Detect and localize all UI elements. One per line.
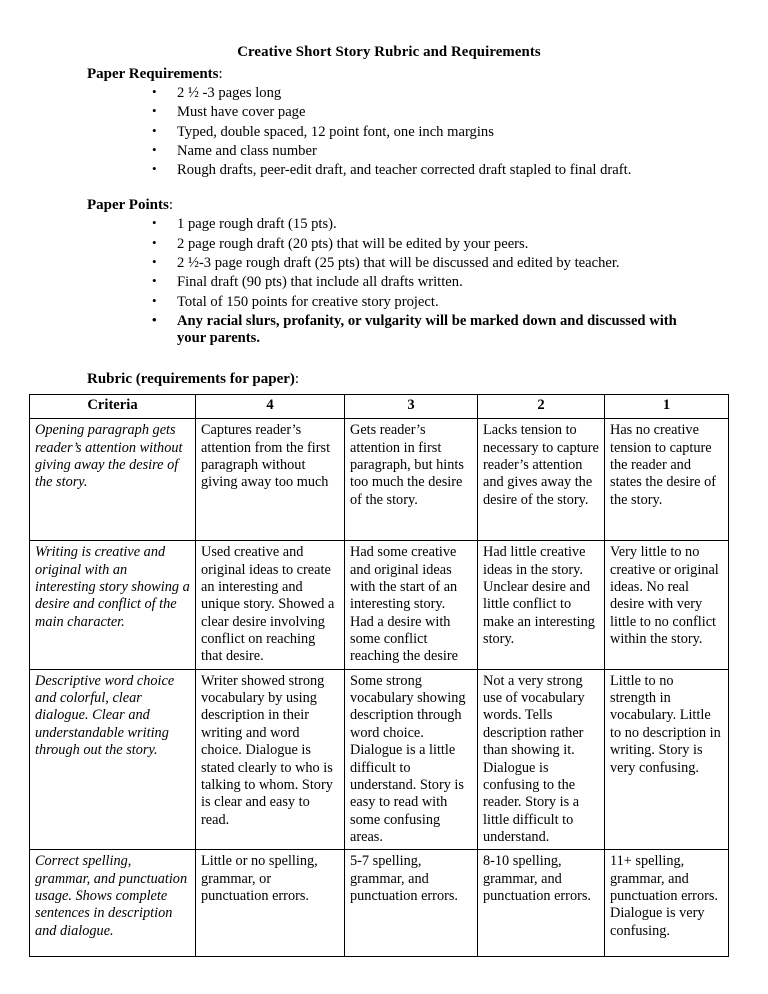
list-item: • Name and class number: [163, 143, 728, 161]
list-item: • 2 ½ -3 pages long: [163, 85, 728, 103]
section-spacer: [40, 181, 728, 197]
cell-level-1: Little to no strength in vocabulary. Little to no description in writing. Story is very confusing.: [605, 669, 729, 850]
list-item: • 2 page rough draft (20 pts) that will be edited by your peers.: [163, 236, 728, 254]
cell-level-4: Little or no spelling, grammar, or punctuation errors.: [196, 850, 345, 957]
section-heading-colon: :: [218, 66, 223, 82]
cell-criteria: Correct spelling, grammar, and punctuation usage. Shows complete sentences in description and dialogue.: [30, 850, 196, 957]
cell-level-2: Lacks tension to necessary to capture reader’s attention and gives away the desire of the story.: [478, 419, 605, 541]
column-header-2: 2: [478, 395, 605, 419]
list-item: • Typed, double spaced, 12 point font, one inch margins: [163, 124, 728, 142]
section-heading-colon: :: [168, 197, 173, 214]
section-heading-text: Paper Requirements: [87, 66, 219, 82]
cell-level-1: Very little to no creative or original ideas. No real desire with very little to no conflict within the story.: [605, 541, 729, 670]
cell-level-3: Some strong vocabulary showing description through word choice. Dialogue is a little difficult to understand. Story is easy to read with some confusing areas.: [345, 669, 478, 850]
list-item: • Final draft (90 pts) that include all drafts written.: [163, 274, 728, 292]
cell-level-1: Has no creative tension to capture the reader and states the desire of the story.: [605, 419, 729, 541]
column-header-3: 3: [345, 395, 478, 419]
rubric-label-colon: :: [294, 371, 300, 388]
cell-level-4: Used creative and original ideas to create an interesting and unique story. Showed a clear desire involving conflict on reaching that desire.: [196, 541, 345, 670]
list-item: • Total of 150 points for creative story project.: [163, 294, 728, 312]
cell-level-3: 5-7 spelling, grammar, and punctuation errors.: [345, 850, 478, 957]
list-item: • 2 ½-3 page rough draft (25 pts) that will be discussed and edited by teacher.: [163, 255, 728, 273]
cell-level-2: Had little creative ideas in the story. Unclear desire and little conflict to make an interesting story.: [478, 541, 605, 670]
section-heading-text: Paper Points: [87, 197, 169, 214]
cell-criteria: Opening paragraph gets reader’s attention without giving away the desire of the story.: [30, 419, 196, 541]
paper-points-list: [40, 216, 728, 347]
cell-criteria: Descriptive word choice and colorful, clear dialogue. Clear and understandable writing through out the story.: [30, 669, 196, 850]
section-spacer: [40, 349, 728, 371]
cell-level-4: Writer showed strong vocabulary by using description in their writing and word choice. Dialogue is stated clearly to who is talking to whom. Story is clear and easy to read.: [196, 669, 345, 850]
table-row: [30, 419, 729, 541]
cell-level-2: Not a very strong use of vocabulary words. Tells description rather than showing it. Dialogue is confusing to the reader. Story is a little difficult to understand.: [478, 669, 605, 850]
cell-level-4: Captures reader’s attention from the first paragraph without giving away too much: [196, 419, 345, 541]
list-item: • 1 page rough draft (15 pts).: [163, 216, 728, 234]
table-row: [30, 669, 729, 850]
list-item: • Must have cover page: [163, 104, 728, 122]
column-header-4: 4: [196, 395, 345, 419]
cell-level-3: Gets reader’s attention in first paragraph, but hints too much the desire of the story.: [345, 419, 478, 541]
list-item: • Rough drafts, peer-edit draft, and teacher corrected draft stapled to final draft.: [163, 162, 728, 180]
column-header-criteria: Criteria: [30, 395, 196, 419]
cell-level-1: 11+ spelling, grammar, and punctuation errors. Dialogue is very confusing.: [605, 850, 729, 957]
cell-level-2: 8-10 spelling, grammar, and punctuation errors.: [478, 850, 605, 957]
cell-criteria: Writing is creative and original with an interesting story showing a desire and conflict of the main character.: [30, 541, 196, 670]
rubric-label-text: Rubric (requirements for paper): [87, 371, 295, 388]
rubric-table: [29, 394, 729, 957]
section-heading-paper-points: [40, 197, 728, 214]
rubric-label: [40, 371, 728, 388]
section-heading-paper-requirements: [40, 66, 728, 83]
cell-level-3: Had some creative and original ideas with the start of an interesting story. Had a desire with some conflict reaching the desire: [345, 541, 478, 670]
page-title: Creative Short Story Rubric and Requirements: [237, 44, 541, 60]
paper-requirements-list: [40, 85, 728, 180]
column-header-1: 1: [605, 395, 729, 419]
table-row: [30, 541, 729, 670]
list-item: • Any racial slurs, profanity, or vulgarity will be marked down and discussed with your parents.: [163, 313, 677, 348]
table-header-row: [30, 395, 729, 419]
table-row: [30, 850, 729, 957]
